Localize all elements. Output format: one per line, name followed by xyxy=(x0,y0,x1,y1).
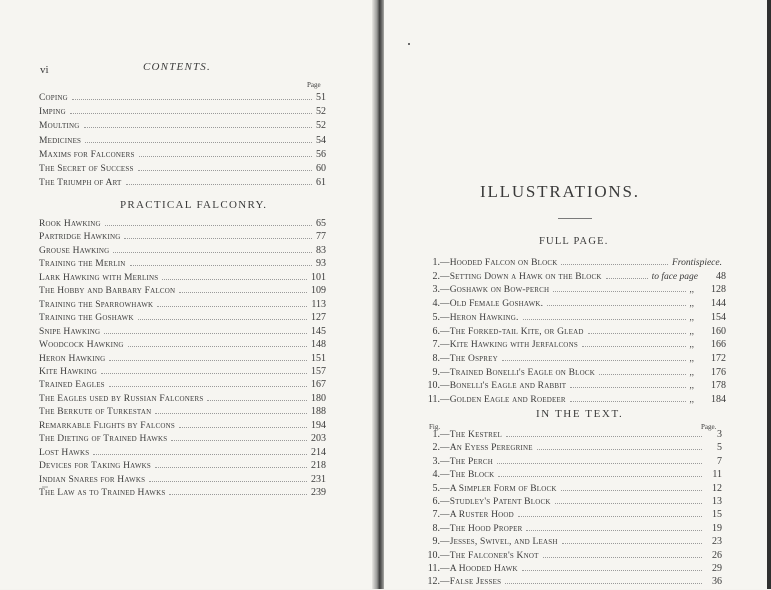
entry-title: Grouse Hawking xyxy=(39,245,110,256)
leader-dots xyxy=(561,484,702,491)
entry-title: —Old Female Goshawk. xyxy=(440,299,544,310)
illustration-entry xyxy=(406,339,726,353)
ditto-mark: ,, xyxy=(689,284,694,295)
figure-number: 4. xyxy=(432,469,440,481)
contents-entry xyxy=(39,379,326,393)
entry-title: Lost Hawks xyxy=(39,447,90,458)
leader-dots xyxy=(498,470,702,477)
leader-dots xyxy=(523,313,686,320)
leader-dots xyxy=(128,340,307,347)
figure-number: 10. xyxy=(427,380,440,392)
leader-dots xyxy=(570,381,685,388)
entry-page: 23 xyxy=(712,536,722,548)
contents-entry xyxy=(39,353,326,367)
entry-page: 176 xyxy=(711,366,726,378)
contents-entry xyxy=(39,231,326,245)
figure-number: 7. xyxy=(432,509,440,521)
leader-dots xyxy=(70,107,312,114)
illustration-entry xyxy=(406,536,722,550)
contents-entry xyxy=(39,312,326,326)
entry-title: —A Hooded Hawk xyxy=(440,564,518,574)
entry-title: Kite Hawking xyxy=(39,366,97,377)
page-column-label: Page xyxy=(307,81,321,89)
leader-dots xyxy=(113,246,312,253)
page-edge xyxy=(767,0,771,589)
page-number: vi xyxy=(40,64,49,76)
entry-title: —A Ruster Hood xyxy=(440,510,514,521)
contents-entry xyxy=(39,177,326,191)
contents-entry xyxy=(39,406,326,420)
entry-title: The Hobby and Barbary Falcon xyxy=(39,286,176,297)
ditto-mark: ,, xyxy=(689,366,694,377)
figure-number: 2. xyxy=(432,270,440,282)
leader-dots xyxy=(505,577,702,584)
leader-dots xyxy=(126,178,312,185)
entry-title: —The Osprey xyxy=(440,353,498,364)
entry-title: —Hooded Falcon on Block xyxy=(440,258,558,268)
contents-entry xyxy=(39,272,326,286)
illustration-entry xyxy=(406,483,722,497)
section-heading: PRACTICAL FALCONRY. xyxy=(120,199,268,211)
leader-dots xyxy=(101,367,307,374)
entry-page: 52 xyxy=(316,120,326,132)
page-reference: Frontispiece. xyxy=(671,258,722,268)
figure-number: 6. xyxy=(432,496,440,507)
entry-page: 60 xyxy=(316,163,326,174)
leader-dots xyxy=(84,121,312,128)
ditto-mark: ,, xyxy=(689,394,694,404)
entry-page: 26 xyxy=(712,549,722,561)
leader-dots xyxy=(555,497,702,504)
entry-page: 93 xyxy=(316,258,326,270)
illustration-entry xyxy=(406,442,722,456)
leader-dots xyxy=(502,354,686,361)
entry-page: 48 xyxy=(716,270,726,282)
leader-dots xyxy=(155,407,307,414)
entry-page: 101 xyxy=(311,271,326,283)
page-mark xyxy=(408,43,410,45)
illustration-entry xyxy=(406,326,726,340)
entry-page: 54 xyxy=(316,134,326,146)
illustration-entry xyxy=(406,496,722,510)
entry-page: 144 xyxy=(711,298,726,310)
leader-dots xyxy=(553,285,685,292)
entry-page: 83 xyxy=(316,244,326,256)
entry-page: 194 xyxy=(311,419,326,431)
entry-page: 127 xyxy=(311,312,326,324)
page-reference: to face page xyxy=(651,271,698,282)
illustration-entry xyxy=(406,576,722,590)
leader-dots xyxy=(169,488,307,495)
entry-title: Rook Hawking xyxy=(39,219,101,229)
contents-entry xyxy=(39,326,326,340)
entry-title: Imping xyxy=(39,107,66,118)
leader-dots xyxy=(109,380,307,387)
entry-title: The Eagles used by Russian Falconers xyxy=(39,393,204,404)
contents-entry xyxy=(39,299,326,313)
leader-dots xyxy=(526,524,702,531)
illustration-entry xyxy=(406,284,726,298)
leader-dots xyxy=(93,448,307,455)
contents-entry xyxy=(39,474,326,488)
right-page xyxy=(384,0,769,589)
leader-dots xyxy=(105,219,312,226)
title-rule xyxy=(558,218,592,219)
entry-title: —The Block xyxy=(440,470,495,481)
contents-entry xyxy=(39,92,326,106)
entry-page: 7 xyxy=(717,455,722,467)
entry-page: 239 xyxy=(311,487,326,498)
illustration-entry xyxy=(406,380,726,394)
page-mark xyxy=(42,486,48,488)
entry-page: 172 xyxy=(711,352,726,364)
entry-title: Coping xyxy=(39,93,68,103)
entry-title: The Triumph of Art xyxy=(39,178,122,189)
leader-dots xyxy=(518,510,702,517)
illustration-entry xyxy=(406,271,726,285)
entry-title: Maxims for Falconers xyxy=(39,149,135,160)
entry-title: —The Perch xyxy=(440,456,493,467)
ditto-mark: ,, xyxy=(689,325,694,336)
entry-page: 56 xyxy=(316,148,326,160)
entry-page: 180 xyxy=(311,392,326,404)
entry-page: 12 xyxy=(712,482,722,494)
leader-dots xyxy=(138,313,307,320)
entry-title: The Dieting of Trained Hawks xyxy=(39,434,168,445)
figure-number: 12. xyxy=(427,576,440,588)
entry-page: 178 xyxy=(711,380,726,392)
left-page xyxy=(0,0,374,589)
figure-number: 11. xyxy=(427,563,440,574)
entry-page: 29 xyxy=(712,563,722,574)
figure-number: 6. xyxy=(432,325,440,337)
ditto-mark: ,, xyxy=(689,380,694,391)
figure-number: 5. xyxy=(432,482,440,494)
entry-title: —The Hood Proper xyxy=(440,523,523,534)
entry-page: 145 xyxy=(311,325,326,337)
figure-number: 3. xyxy=(432,284,440,296)
entry-title: Trained Eagles xyxy=(39,380,105,391)
entry-title: —Kite Hawking with Jerfalcons xyxy=(440,340,578,351)
illustration-entry xyxy=(406,523,722,537)
leader-dots xyxy=(582,340,686,347)
entry-title: —The Kestrel xyxy=(440,430,502,440)
entry-title: Medicines xyxy=(39,135,82,146)
ditto-mark: ,, xyxy=(689,352,694,363)
leader-dots xyxy=(506,430,702,437)
entry-title: —Heron Hawking. xyxy=(440,312,519,323)
contents-entry xyxy=(39,460,326,474)
contents-entry xyxy=(39,163,326,177)
leader-dots xyxy=(72,93,312,100)
entry-page: 160 xyxy=(711,325,726,337)
contents-entry xyxy=(39,393,326,407)
entry-page: 65 xyxy=(316,218,326,229)
entry-title: —False Jesses xyxy=(440,577,502,588)
contents-entry xyxy=(39,433,326,447)
leader-dots xyxy=(599,368,685,375)
figure-number: 4. xyxy=(432,298,440,310)
page-label: Page. xyxy=(701,423,717,431)
entry-title: Devices for Taking Hawks xyxy=(39,461,151,472)
entry-page: 113 xyxy=(311,298,326,310)
leader-dots xyxy=(543,551,702,558)
entry-title: Woodcock Hawking xyxy=(39,340,124,351)
entry-page: 154 xyxy=(711,311,726,323)
figure-number: 8. xyxy=(432,522,440,534)
illustration-entry xyxy=(406,257,726,271)
entry-page: 218 xyxy=(311,460,326,472)
leader-dots xyxy=(85,136,312,143)
entry-title: —An Eyess Peregrine xyxy=(440,443,533,454)
entry-title: Remarkable Flights by Falcons xyxy=(39,420,175,431)
leader-dots xyxy=(561,258,667,265)
leader-dots xyxy=(171,434,307,441)
entry-title: Training the Sparrowhawk xyxy=(39,299,154,310)
entry-page: 61 xyxy=(316,177,326,189)
figure-number: 3. xyxy=(432,455,440,467)
entry-title: Snipe Hawking xyxy=(39,326,101,337)
in-text-heading: IN THE TEXT. xyxy=(536,408,624,420)
illustration-entry xyxy=(406,298,726,312)
entry-page: 36 xyxy=(712,576,722,588)
running-head: CONTENTS. xyxy=(143,61,211,73)
entry-page: 109 xyxy=(311,285,326,297)
ditto-mark: ,, xyxy=(689,339,694,350)
leader-dots xyxy=(138,164,312,171)
entry-page: 151 xyxy=(311,352,326,364)
ditto-mark: ,, xyxy=(689,311,694,322)
leader-dots xyxy=(179,421,307,428)
entry-title: —The Forked-tail Kite, or Glead xyxy=(440,326,584,337)
entry-page: 15 xyxy=(712,509,722,521)
leader-dots xyxy=(155,461,307,468)
entry-page: 51 xyxy=(316,92,326,103)
contents-entry xyxy=(39,106,326,120)
figure-number: 9. xyxy=(432,366,440,378)
leader-dots xyxy=(130,259,312,266)
contents-entry xyxy=(39,285,326,299)
figure-number: 1. xyxy=(432,429,440,440)
entry-page: 157 xyxy=(311,365,326,377)
entry-page: 203 xyxy=(311,433,326,445)
figure-number: 5. xyxy=(432,311,440,323)
contents-entry xyxy=(39,120,326,134)
entry-page: 77 xyxy=(316,231,326,243)
illustration-entry xyxy=(406,367,726,381)
figure-number: 1. xyxy=(432,257,440,268)
entry-title: —Bonelli's Eagle and Rabbit xyxy=(440,381,567,392)
figure-number: 11. xyxy=(427,394,440,405)
entry-title: The Berkute of Turkestan xyxy=(39,407,152,418)
illustration-entry xyxy=(406,550,722,564)
entry-page: 148 xyxy=(311,339,326,351)
entry-title: Training the Goshawk xyxy=(39,313,134,324)
figure-number: 8. xyxy=(432,352,440,364)
contents-entry xyxy=(39,135,326,149)
leader-dots xyxy=(157,300,307,307)
entry-title: —A Simpler Form of Block xyxy=(440,483,557,494)
contents-entry xyxy=(39,339,326,353)
entry-title: —Trained Bonelli's Eagle on Block xyxy=(440,367,596,378)
figure-number: 7. xyxy=(432,339,440,351)
entry-page: 11 xyxy=(712,469,722,481)
leader-dots xyxy=(497,457,702,464)
entry-page: 13 xyxy=(712,496,722,507)
entry-title: Training the Merlin xyxy=(39,259,126,270)
contents-entry xyxy=(39,487,326,501)
illustration-entry xyxy=(406,394,726,408)
leader-dots xyxy=(537,443,702,450)
entry-page: 5 xyxy=(717,442,722,454)
contents-entry xyxy=(39,245,326,259)
entry-title: —Jesses, Swivel, and Leash xyxy=(440,537,558,548)
contents-entry xyxy=(39,420,326,434)
leader-dots xyxy=(162,273,307,280)
entry-page: 188 xyxy=(311,406,326,418)
full-page-heading: FULL PAGE. xyxy=(539,236,609,247)
entry-title: Partridge Hawking xyxy=(39,232,121,243)
entry-page: 52 xyxy=(316,106,326,118)
figure-number: 2. xyxy=(432,442,440,454)
entry-title: Moulting xyxy=(39,121,80,132)
illustration-entry xyxy=(406,509,722,523)
leader-dots xyxy=(139,150,312,157)
illustration-entry xyxy=(406,456,722,470)
leader-dots xyxy=(588,327,686,334)
leader-dots xyxy=(606,272,648,279)
illustrations-title: ILLUSTRATIONS. xyxy=(480,182,640,201)
entry-title: —Golden Eagle and Roedeer xyxy=(440,395,566,405)
contents-entry xyxy=(39,258,326,272)
entry-title: Lark Hawking with Merlins xyxy=(39,272,159,283)
contents-entry xyxy=(39,447,326,461)
illustration-entry xyxy=(406,312,726,326)
leader-dots xyxy=(547,299,685,306)
contents-entry xyxy=(39,149,326,163)
leader-dots xyxy=(109,354,307,361)
leader-dots xyxy=(207,394,307,401)
entry-page: 166 xyxy=(711,339,726,351)
leader-dots xyxy=(124,232,312,239)
illustration-entry xyxy=(406,563,722,577)
leader-dots xyxy=(562,537,702,544)
entry-title: The Secret of Success xyxy=(39,164,134,174)
leader-dots xyxy=(570,395,686,402)
figure-number: 10. xyxy=(427,549,440,561)
entry-page: 214 xyxy=(311,446,326,458)
illustration-entry xyxy=(406,353,726,367)
entry-title: —The Falconer's Knot xyxy=(440,550,539,561)
entry-title: The Law as to Trained Hawks xyxy=(39,488,166,498)
entry-title: —Setting Down a Hawk on the Block xyxy=(440,271,602,282)
entry-page: 19 xyxy=(712,522,722,534)
entry-page: 184 xyxy=(711,394,726,405)
leader-dots xyxy=(149,475,307,482)
figure-number: 9. xyxy=(432,536,440,548)
entry-page: 3 xyxy=(717,429,722,440)
entry-title: Indian Snares for Hawks xyxy=(39,474,146,485)
illustration-entry xyxy=(406,429,722,443)
entry-title: —Goshawk on Bow-perch xyxy=(440,285,550,296)
leader-dots xyxy=(179,286,307,293)
entry-title: —Studley's Patent Block xyxy=(440,497,551,507)
fig-label: Fig. xyxy=(429,423,441,431)
leader-dots xyxy=(522,564,702,571)
illustration-entry xyxy=(406,469,722,483)
entry-page: 231 xyxy=(311,473,326,485)
contents-entry xyxy=(39,366,326,380)
ditto-mark: ,, xyxy=(689,298,694,309)
leader-dots xyxy=(104,327,307,334)
contents-entry xyxy=(39,218,326,232)
entry-page: 167 xyxy=(311,379,326,391)
entry-title: Heron Hawking xyxy=(39,353,106,364)
entry-page: 128 xyxy=(711,284,726,296)
